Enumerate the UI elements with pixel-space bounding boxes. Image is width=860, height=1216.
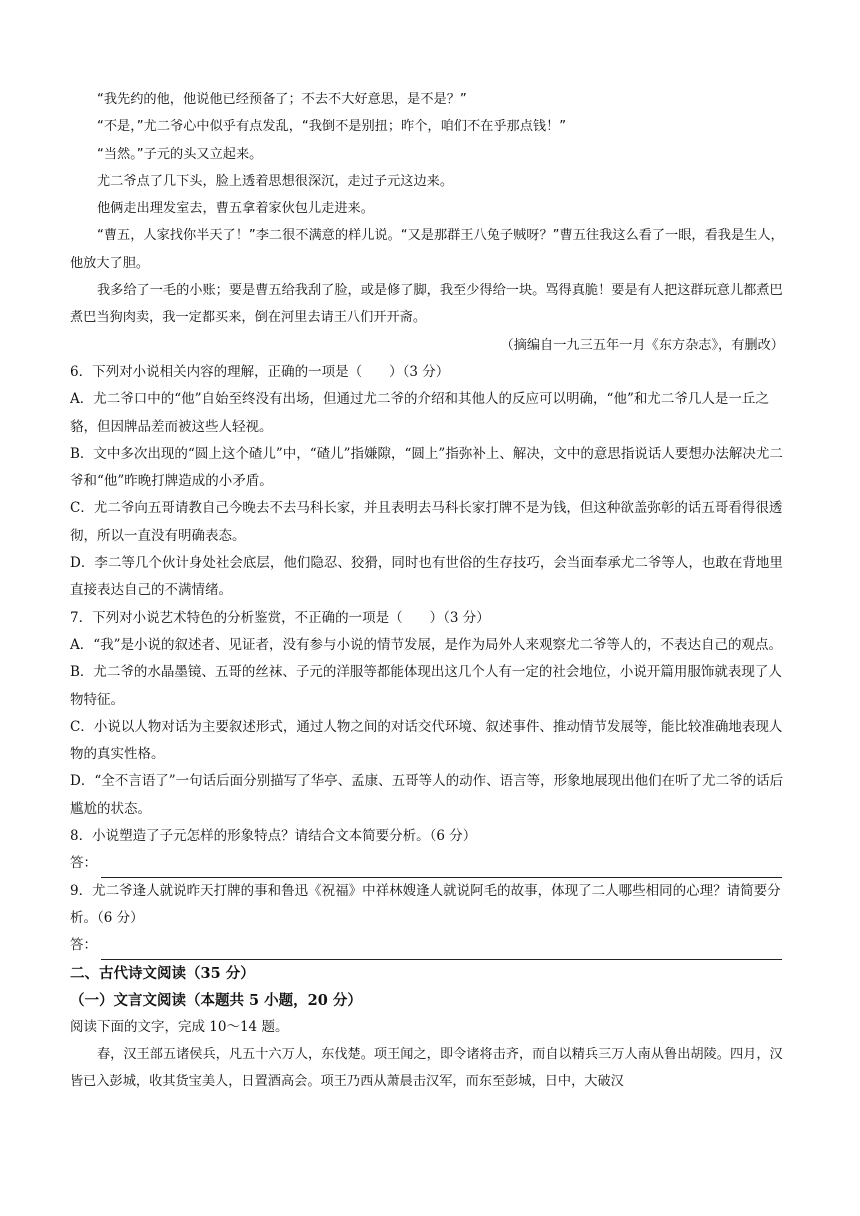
passage-paragraph: “不是，”尤二爷心中似乎有点发乱，“我倒不是别扭；昨个，咱们不在乎那点钱！” [97, 119, 567, 135]
answer-line[interactable] [101, 941, 782, 960]
option-a: A．“我”是小说的叙述者、见证者，没有参与小说的情节发展，是作为局外人来观察尤二爷等人的，不表达自己的观点。 [70, 636, 783, 653]
story-passage [70, 86, 792, 359]
option-d: D．李二等几个伙计身处社会底层，他们隐忍、狡猾，同时也有世俗的生存技巧，会当面奉承尤二爷等人，也敢在背地里直接表达自己的不满情绪。 [70, 555, 783, 599]
question-6 [70, 359, 792, 605]
passage-paragraph: 他俩走出理发室去，曹五拿着家伙包儿走进来。 [97, 201, 374, 217]
passage-paragraph: 我多给了一毛的小账；要是曹五给我刮了脸，或是修了脚，我至少得给一块。骂得真脆！要是有人把这群玩意儿都煮巴煮巴当狗肉卖，我一定都买来，倒在河里去请王八们开开斋。 [70, 283, 783, 326]
passage-paragraph: “我先约的他，他说他已经预备了；不去不大好意思，是不是？” [97, 92, 467, 107]
question-stem: 8．小说塑造了子元怎样的形象特点？请结合文本简要分析。（6 分） [70, 828, 477, 845]
option-b: B．文中多次出现的“圆上这个碴儿”中，“碴儿”指嫌隙，“圆上”指弥补上、解决，文中的意思指说话人要想办法解决尤二爷和“他”昨晚打牌造成的小矛盾。 [70, 445, 783, 490]
document-page [70, 86, 792, 1095]
passage-paragraph: 尤二爷点了几下头，脸上透着思想很深沉，走过子元这边来。 [97, 173, 454, 189]
section-ancient-poetry [70, 960, 792, 1096]
question-7 [70, 605, 792, 823]
answer-line[interactable] [101, 859, 782, 878]
section-instruction: 阅读下面的文字，完成 10～14 题。 [70, 1018, 289, 1035]
option-a: A．尤二爷口中的“他”自始至终没有出场，但通过尤二爷的介绍和其他人的反应可以明确，“他”和尤二爷几人是一丘之貉，但因牌品差而被这些人轻视。 [70, 391, 769, 435]
question-stem: 9．尤二爷逢人就说昨天打牌的事和鲁迅《祝福》中祥林嫂逢人就说阿毛的故事，体现了二人哪些相同的心理？请简要分析。（6 分） [70, 882, 781, 926]
question-9 [70, 878, 792, 960]
option-d: D．“全不言语了”一句话后面分别描写了华亭、孟康、五哥等人的动作、语言等，形象地展现出他们在听了尤二爷的话后尴尬的状态。 [70, 773, 784, 817]
option-c: C．小说以人物对话为主要叙述形式，通过人物之间的对话交代环境、叙述事件、推动情节发展等，能比较准确地表现人物的真实性格。 [70, 718, 783, 763]
answer-area[interactable] [70, 932, 792, 959]
section-title: 二、古代诗文阅读（35 分） [70, 964, 255, 982]
passage-paragraph: “当然。”子元的头又立起来。 [97, 146, 263, 162]
passage-paragraph: “曹五，人家找你半天了！”李二很不满意的样儿说。“又是那群王八兔子贼呀？”曹五往我这么看了一眼，看我是生人，他放大了胆。 [70, 228, 784, 271]
option-c: C．尤二爷向五哥请教自己今晚去不去马科长家，并且表明去马科长家打牌不是为钱，但这种欲盖弥彰的话五哥看得很透彻，所以一直没有明确表态。 [70, 500, 783, 544]
question-8 [70, 823, 792, 878]
question-stem: 7．下列对小说艺术特色的分析鉴赏，不正确的一项是（ ）（3 分） [70, 609, 490, 626]
question-stem: 6．下列对小说相关内容的理解，正确的一项是（ ）（3 分） [70, 363, 450, 380]
answer-label: 答： [70, 937, 97, 954]
answer-area[interactable] [70, 850, 792, 877]
option-b: B．尤二爷的水晶墨镜、五哥的丝袜、子元的洋服等都能体现出这几个人有一定的社会地位，小说开篇用服饰就表现了人物特征。 [70, 664, 782, 708]
answer-label: 答： [70, 855, 97, 872]
subsection-title: （一）文言文阅读（本题共 5 小题，20 分） [70, 991, 362, 1009]
passage-source: （摘编自一九三五年一月《东方杂志》，有删改） [500, 337, 784, 353]
classical-text: 春，汉王部五诸侯兵，凡五十六万人，东伐楚。项王闻之，即令诸将击齐，而自以精兵三万人南从鲁出胡陵。四月，汉皆已入彭城，收其货宝美人，日置酒高会。项王乃西从萧晨击汉军，而东至彭城，日中，大破汉 [70, 1046, 783, 1090]
